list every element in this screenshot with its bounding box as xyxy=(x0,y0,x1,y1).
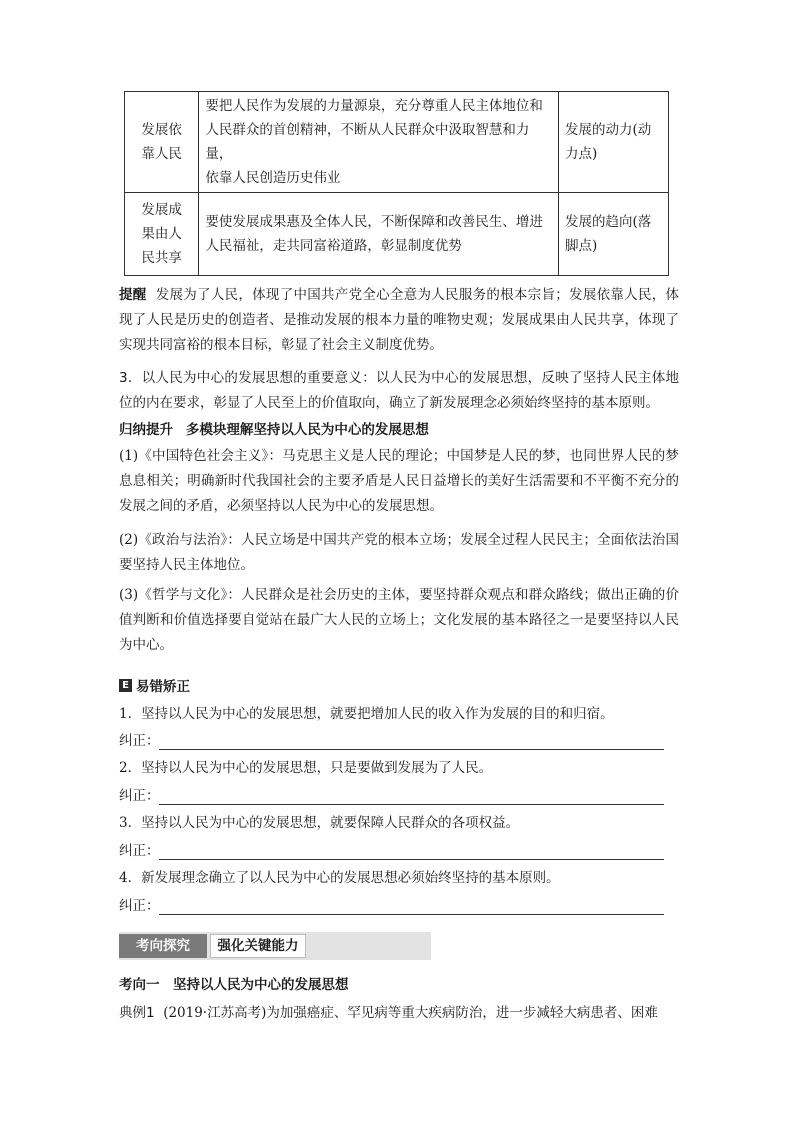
significance-lead: 3．以人民为中心的发展思想的重要意义： xyxy=(119,370,377,386)
example-label: 典例1 xyxy=(119,1005,155,1021)
answer-label: 纠正： xyxy=(119,843,160,859)
answer-line[interactable] xyxy=(159,859,664,860)
summary-item-1: (1)《中国特色社会主义》：马克思主义是人民的理论；中国梦是人民的梦，也同世界人民的梦息息相关；明确新时代我国社会的主要矛盾是人民日益增长的美好生活需要和不平衡不充分的发展之间的矛盾，必须坚持以人民为中心的发展思想。 xyxy=(119,448,679,514)
summary-item-3: (3)《哲学与文化》：人民群众是社会历史的主体，要坚持群众观点和群众路线；做出正确的价值判断和价值选择要自觉站在最广大人民的立场上；文化发展的基本路径之一是要坚持以人民为中心。 xyxy=(119,587,679,653)
significance-paragraph xyxy=(119,366,679,416)
answer-label: 纠正： xyxy=(119,898,160,914)
table-cell-content: 要把人民作为发展的力量源泉，充分尊重人民主体地位和 人民群众的首创精神，不断从人民群众中汲取智慧和力量， 依靠人民创造历史伟业 xyxy=(199,92,559,193)
people-centered-table xyxy=(124,91,669,276)
table-cell-content: 要使发展成果惠及全体人民，不断保障和改善民生、增进 人民福祉，走共同富裕道路，彰显制度优势 xyxy=(199,193,559,276)
summary-heading xyxy=(119,418,679,443)
example-source: (2019·江苏高考) xyxy=(163,1005,267,1021)
correction-question-2: 2．坚持以人民为中心的发展思想，只是要做到发展为了人民。 xyxy=(119,760,493,776)
summary-label: 归纳提升 xyxy=(119,422,173,438)
table-row xyxy=(125,193,669,276)
correction-answer-4[interactable] xyxy=(119,895,664,917)
table-cell-aspect: 发展成 果由人 民共享 xyxy=(125,193,199,276)
example-text: 为加强癌症、罕见病等重大疾病防治，进一步减轻大病患者、困难 xyxy=(266,1005,658,1021)
summary-item-2: (2)《政治与法治》：人民立场是中国共产党的根本立场；发展全过程人民民主；全面依法治国要坚持人民主体地位。 xyxy=(119,532,679,573)
tip-paragraph xyxy=(119,283,679,358)
table-row xyxy=(125,92,669,193)
section-band-subtitle: 强化关键能力 xyxy=(210,934,306,958)
tip-text: 发展为了人民，体现了中国共产党全心全意为人民服务的根本宗旨；发展依靠人民，体现了人民是历史的创造者、是推动发展的根本力量的唯物史观；发展成果由人民共享，体现了实现共同富裕的根本目标，彰显了社会主义制度优势。 xyxy=(119,287,679,353)
correction-question-4: 4．新发展理念确立了以人民为中心的发展思想必须始终坚持的基本原则。 xyxy=(119,870,560,886)
answer-label: 纠正： xyxy=(119,733,160,749)
answer-line[interactable] xyxy=(159,914,664,915)
correction-answer-1[interactable] xyxy=(119,730,664,752)
answer-line[interactable] xyxy=(159,804,664,805)
tip-label: 提醒 xyxy=(119,287,147,303)
table-cell-role: 发展的动力(动 力点) xyxy=(558,92,668,193)
correction-icon: E xyxy=(119,679,132,692)
correction-answer-2[interactable] xyxy=(119,785,664,807)
example-line xyxy=(119,1001,679,1026)
answer-line[interactable] xyxy=(159,749,664,750)
correction-question-1: 1．坚持以人民为中心的发展思想，就要把增加人民的收入作为发展的目的和归宿。 xyxy=(119,706,614,722)
summary-title: 多模块理解坚持以人民为中心的发展思想 xyxy=(185,422,429,438)
answer-label: 纠正： xyxy=(119,788,160,804)
correction-answer-3[interactable] xyxy=(119,840,664,862)
significance-text: 以人民为中心的发展思想，反映了坚持人民主体地位的内在要求，彰显了人民至上的价值取向，确立了新发展理念必须始终坚持的基本原则。 xyxy=(119,370,680,411)
correction-question-3: 3．坚持以人民为中心的发展思想，就要保障人民群众的各项权益。 xyxy=(119,815,520,831)
table-cell-aspect: 发展依 靠人民 xyxy=(125,92,199,193)
section-band-title: 考向探究 xyxy=(119,934,207,958)
direction-heading: 考向一 坚持以人民为中心的发展思想 xyxy=(119,977,349,993)
table-cell-role: 发展的趋向(落 脚点) xyxy=(558,193,668,276)
correction-title: 易错矫正 xyxy=(136,679,190,695)
